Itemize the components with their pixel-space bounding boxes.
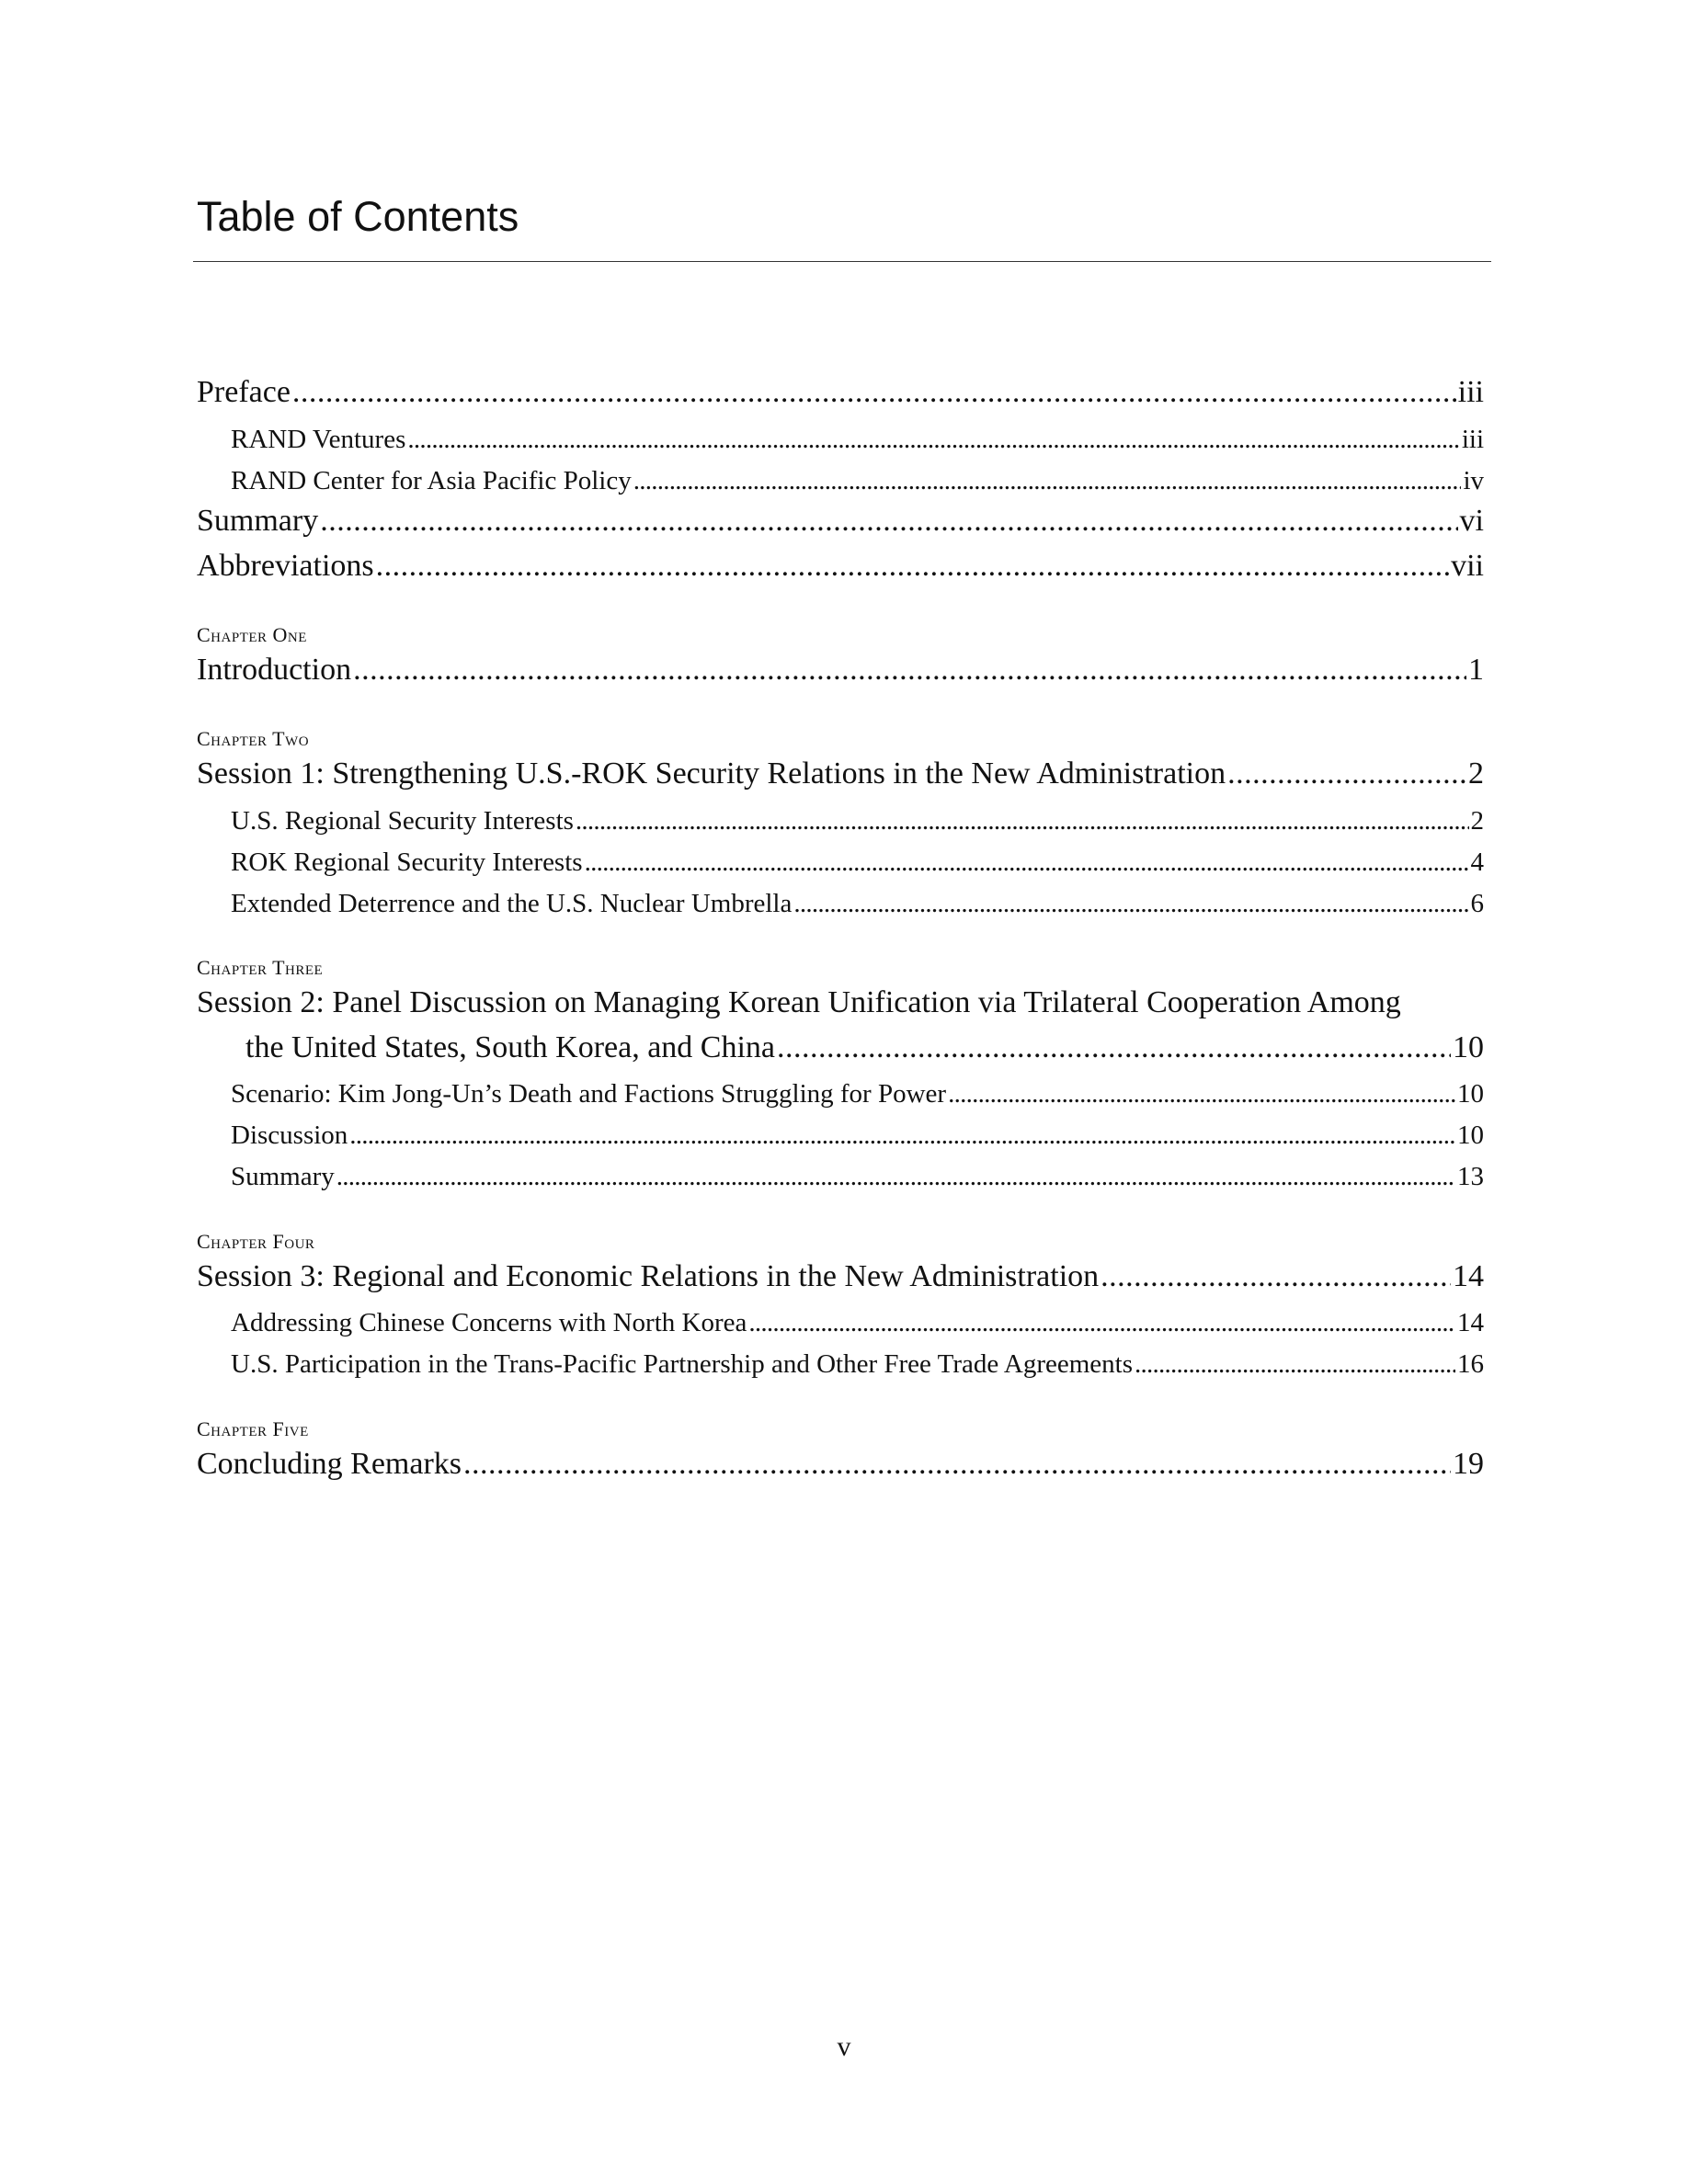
dot-leader bbox=[576, 806, 1469, 836]
dot-leader bbox=[463, 1447, 1451, 1482]
toc-entry-label: RAND Center for Asia Pacific Policy bbox=[231, 466, 632, 495]
toc-entry-label: Session 1: Strengthening U.S.-ROK Security Relations in the New Administration bbox=[197, 756, 1226, 791]
page-number: v bbox=[837, 2031, 851, 2062]
chapter-label: Chapter Five bbox=[197, 1417, 309, 1440]
chapter-label: Chapter Four bbox=[197, 1230, 315, 1253]
toc-entry-section[interactable] bbox=[231, 1120, 1484, 1151]
toc-entry-section[interactable] bbox=[231, 889, 1484, 919]
toc-entry-section[interactable] bbox=[231, 1162, 1484, 1192]
toc-entry-page: 19 bbox=[1453, 1447, 1484, 1481]
toc-entry-summary[interactable] bbox=[197, 504, 1484, 539]
toc-entry-page: iii bbox=[1457, 375, 1484, 409]
toc-entry-page: iv bbox=[1463, 466, 1484, 495]
dot-leader bbox=[1227, 756, 1466, 791]
toc-entry-chapter-five[interactable] bbox=[197, 1447, 1484, 1482]
dot-leader bbox=[948, 1079, 1455, 1109]
dot-leader bbox=[376, 549, 1449, 584]
dot-leader bbox=[793, 889, 1468, 919]
toc-entry-section[interactable] bbox=[231, 1308, 1484, 1338]
chapter-label: Chapter One bbox=[197, 623, 307, 646]
toc-entry-chapter-four[interactable] bbox=[197, 1259, 1484, 1294]
toc-entry-label: RAND Ventures bbox=[231, 425, 406, 454]
toc-entry-label: Addressing Chinese Concerns with North Korea bbox=[231, 1308, 747, 1337]
toc-entry-page: 2 bbox=[1468, 756, 1484, 791]
toc-entry-page: vi bbox=[1459, 504, 1484, 538]
chapter-label: Chapter Three bbox=[197, 956, 324, 979]
dot-leader bbox=[353, 653, 1466, 688]
toc-entry-page: 13 bbox=[1457, 1162, 1484, 1191]
toc-entry-label: Scenario: Kim Jong-Un’s Death and Factions Struggling for Power bbox=[231, 1079, 947, 1109]
dot-leader bbox=[407, 425, 1459, 455]
dot-leader bbox=[349, 1120, 1455, 1151]
toc-entry-rand-center[interactable] bbox=[231, 466, 1484, 496]
toc-entry-page: 10 bbox=[1457, 1079, 1484, 1109]
toc-entry-chapter-two[interactable] bbox=[197, 756, 1484, 791]
toc-entry-label: U.S. Participation in the Trans-Pacific Partnership and Other Free Trade Agreements bbox=[231, 1349, 1134, 1379]
toc-entry-label: Extended Deterrence and the U.S. Nuclear Umbrella bbox=[231, 889, 793, 918]
toc-entry-label: Session 3: Regional and Economic Relations in the New Administration bbox=[197, 1259, 1100, 1293]
dot-leader bbox=[1135, 1349, 1455, 1380]
toc-entry-page: 10 bbox=[1457, 1120, 1484, 1150]
title-underline bbox=[193, 261, 1491, 262]
toc-entry-rand-ventures[interactable] bbox=[231, 425, 1484, 455]
toc-entry-section[interactable] bbox=[231, 847, 1484, 878]
toc-entry-chapter-three-line1[interactable]: Session 2: Panel Discussion on Managing Korean Unification via Trilateral Cooperation Among bbox=[197, 985, 1401, 1019]
toc-entry-page: vii bbox=[1451, 549, 1484, 583]
toc-entry-label: Summary bbox=[231, 1162, 335, 1191]
toc-entry-page: 16 bbox=[1457, 1349, 1484, 1379]
toc-entry-page: 10 bbox=[1453, 1030, 1484, 1064]
toc-entry-label: Concluding Remarks bbox=[197, 1447, 462, 1481]
dot-leader bbox=[777, 1030, 1451, 1065]
toc-entry-section[interactable] bbox=[231, 806, 1484, 836]
dot-leader bbox=[633, 466, 1462, 496]
toc-entry-page: iii bbox=[1461, 425, 1484, 454]
toc-entry-chapter-one[interactable] bbox=[197, 653, 1484, 688]
dot-leader bbox=[320, 504, 1457, 539]
dot-leader bbox=[585, 847, 1469, 878]
page-title: Table of Contents bbox=[197, 193, 519, 240]
toc-entry-page: 1 bbox=[1468, 653, 1484, 687]
toc-entry-label: Abbreviations bbox=[197, 549, 374, 583]
toc-entry-abbreviations[interactable] bbox=[197, 549, 1484, 584]
toc-entry-label: U.S. Regional Security Interests bbox=[231, 806, 574, 836]
toc-entry-page: 2 bbox=[1470, 806, 1484, 836]
toc-entry-label: Summary bbox=[197, 504, 319, 538]
toc-entry-label: Introduction bbox=[197, 653, 352, 687]
dot-leader bbox=[292, 375, 1456, 410]
dot-leader bbox=[748, 1308, 1455, 1338]
toc-entry-page: 4 bbox=[1470, 847, 1484, 877]
toc-entry-label: the United States, South Korea, and China bbox=[245, 1030, 776, 1064]
toc-entry-page: 6 bbox=[1470, 889, 1484, 918]
toc-entry-page: 14 bbox=[1457, 1308, 1484, 1337]
dot-leader bbox=[336, 1162, 1455, 1192]
toc-entry-label: Preface bbox=[197, 375, 291, 409]
toc-entry-section[interactable] bbox=[231, 1079, 1484, 1109]
toc-entry-preface[interactable] bbox=[197, 375, 1484, 410]
toc-entry-label: ROK Regional Security Interests bbox=[231, 847, 583, 877]
dot-leader bbox=[1101, 1259, 1451, 1294]
toc-entry-section[interactable] bbox=[231, 1349, 1484, 1380]
chapter-label: Chapter Two bbox=[197, 727, 310, 750]
toc-entry-page: 14 bbox=[1453, 1259, 1484, 1293]
toc-entry-chapter-three[interactable] bbox=[245, 1030, 1484, 1065]
toc-entry-label: Discussion bbox=[231, 1120, 348, 1150]
